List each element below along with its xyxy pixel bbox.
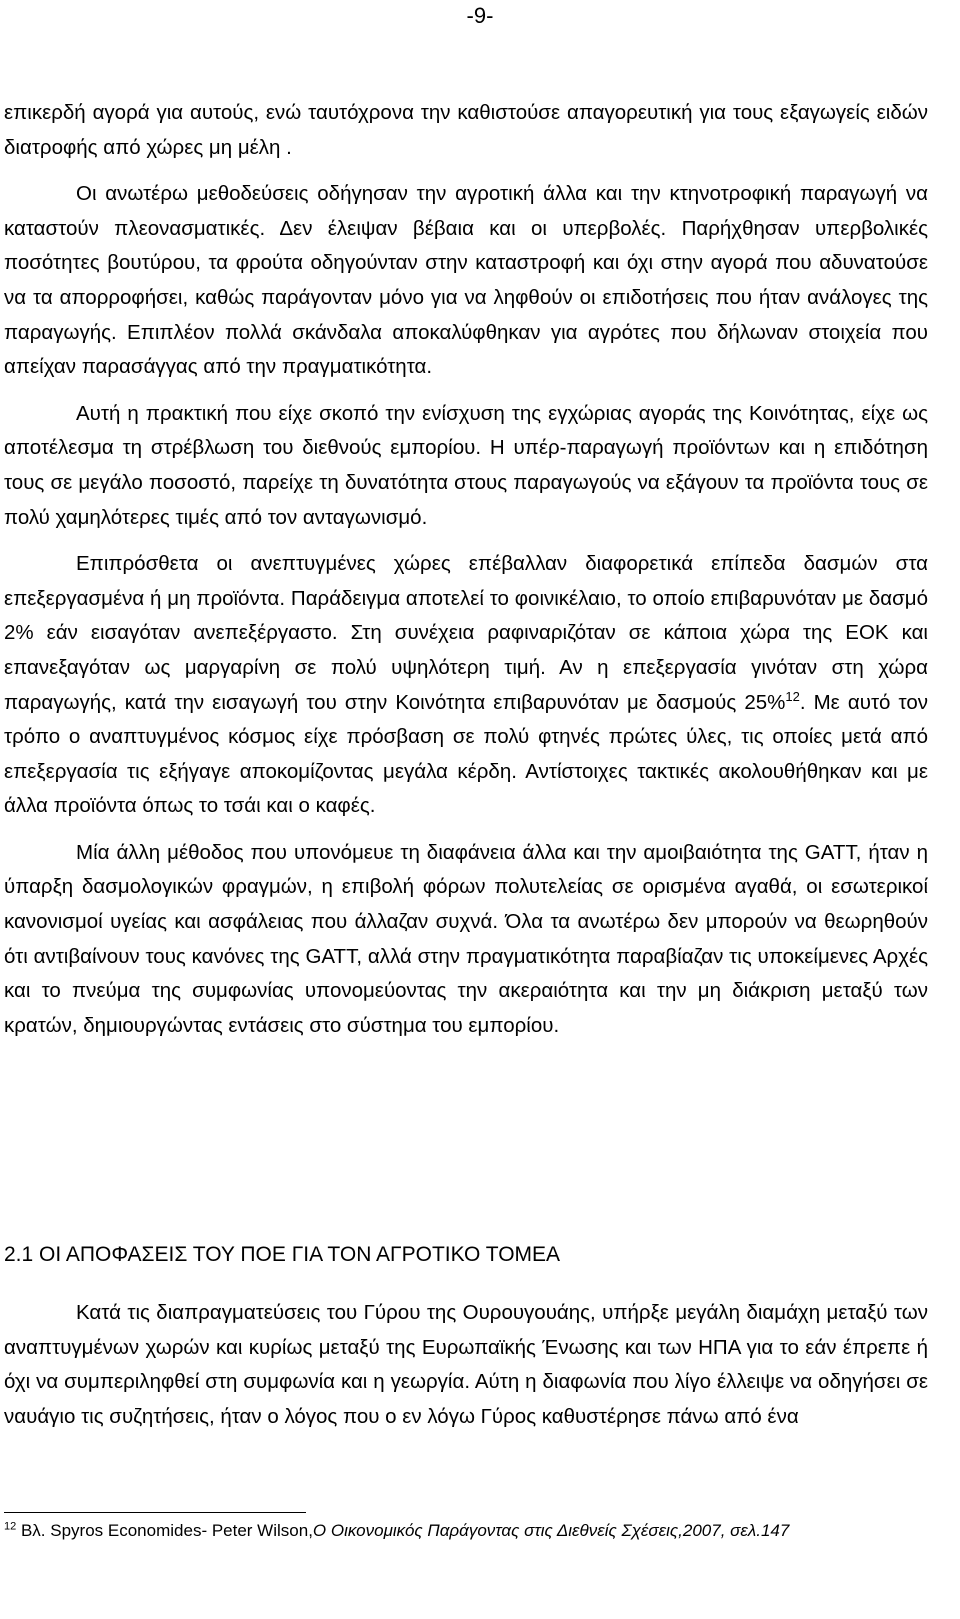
- footnote-number: 12: [4, 1520, 17, 1533]
- footnote-divider: [4, 1512, 306, 1513]
- paragraph-gatt: Μία άλλη μέθοδος που υπονόμευε τη διαφάνεια άλλα και την αμοιβαιότητα της GATT, ήταν η ύπαρξη δασμολογικών φραγμών, η επιβολή φόρων πολυτελείας σε ορισμένα αγαθά, οι εσωτερικοί κανονισμοί υγείας και ασφάλειας που άλλαζαν συχνά. Όλα τα ανωτέρω δεν μπορούν να θεωρηθούν ότι αντιβαίνουν τους κανόνες της GATT, αλλά στην πραγματικότητα παραβίαζαν τις υποκείμενες Αρχές και το πνεύμα της συμφωνίας υπονομεύοντας την ακεραιότητα και την μη διάκριση μεταξύ των κρατών, δημιουργώντας εντάσεις στο σύστημα του εμπορίου.: [4, 840, 928, 1037]
- footnote: [4, 1518, 928, 1544]
- tariffs-text-after: . Με αυτό τον τρόπο ο αναπτυγμένος κόσμος είχε πρόσβαση σε πολύ φτηνές πρώτες ύλες, τις οποίες μετά από επεξεργασία τις εξήγαγε αποκομίζοντας μεγάλα κέρδη. Αντίστοιχες τακτικές ακολουθήθηκαν και με άλλα προϊόντα όπως το τσάι και ο καφές.: [4, 690, 928, 818]
- footnote-book-title: Ο Οικονομικός Παράγοντας στις Διεθνείς Σχέσεις,2007, σελ.147: [312, 1521, 790, 1540]
- footnote-prefix: Βλ. Spyros Economides- Peter Wilson,: [16, 1521, 313, 1540]
- paragraph-uruguay-round: Κατά τις διαπραγματεύσεις του Γύρου της Ουρουγουάης, υπήρξε μεγάλη διαμάχη μεταξύ των αναπτυγμένων χωρών και κυρίως μεταξύ της Ευρωπαϊκής Ένωσης και των ΗΠΑ για το εάν έπρεπε ή όχι να συμπεριληφθεί στη συμφωνία και η γεωργία. Αύτη η διαφωνία που λίγο έλλειψε να οδηγήσει σε ναυάγιο τις συζητήσεις, ήταν ο λόγος που ο εν λόγω Γύρος καθυστέρησε πάνω από ένα: [4, 1301, 928, 1428]
- tariffs-text-before: Επιπρόσθετα οι ανεπτυγμένες χώρες επέβαλλαν διαφορετικά επίπεδα δασμών στα επεξεργασμένα ή μη προϊόντα. Παράδειγμα αποτελεί το φοινικέλαιο, το οποίο επιβαρυνόταν με δασμό 2% εάν εισαγόταν ανεπεξέργαστο. Στη συνέχεια ραφιναριζόταν σε κάποια χώρα της ΕΟΚ και επανεξαγόταν ως μαργαρίνη σε πολύ υψηλότερη τιμή. Αν η επεξεργασία γινόταν στη χώρα παραγωγής, κατά την εισαγωγή του στην Κοινότητα επιβαρυνόταν με δασμούς 25%: [4, 552, 928, 714]
- paragraph-surplus: Οι ανωτέρω μεθοδεύσεις οδήγησαν την αγροτική άλλα και την κτηνοτροφική παραγωγή να καταστούν πλεονασματικές. Δεν έλειψαν βέβαια και οι υπερβολές. Παρήχθησαν υπερβολικές ποσότητες βουτύρου, τα φρούτα οδηγούνταν στην καταστροφή και όχι στην αγορά που αδυνατούσε να τα απορροφήσει, καθώς παράγονταν μόνο για να ληφθούν οι επιδοτήσεις που ήταν ανάλογες της παραγωγής. Επιπλέον πολλά σκάνδαλα αποκαλύφθηκαν για αγρότες που δήλωναν στοιχεία που απείχαν παρασάγγας από την πραγματικότητα.: [4, 182, 928, 379]
- footnote-reference[interactable]: 12: [785, 688, 800, 704]
- paragraph-tariffs: [4, 547, 928, 824]
- page-number: -9-: [466, 3, 494, 28]
- document-body: [4, 96, 928, 1043]
- paragraph-distortion: Αυτή η πρακτική που είχε σκοπό την ενίσχυση της εγχώριας αγοράς της Κοινότητας, είχε ως αποτέλεσμα τη στρέβλωση του διεθνούς εμπορίου. Η υπέρ-παραγωγή προϊόντων και η επιδότηση τους σε μεγάλο ποσοστό, παρείχε τη δυνατότητα στους παραγωγούς να εξάγουν τα προϊόντα τους σε πολύ χαμηλότερες τιμές από τον ανταγωνισμό.: [4, 401, 928, 529]
- paragraph-continuation: επικερδή αγορά για αυτούς, ενώ ταυτόχρονα την καθιστούσε απαγορευτική για τους εξαγωγείς ειδών διατροφής από χώρες μη μέλη .: [4, 101, 928, 159]
- section-body: [4, 1296, 928, 1434]
- section-heading: 2.1 ΟΙ ΑΠΟΦΑΣΕΙΣ ΤΟΥ ΠΟΕ ΓΙΑ ΤΟΝ ΑΓΡΟΤΙΚΟ ΤΟΜΕΑ: [4, 1243, 561, 1266]
